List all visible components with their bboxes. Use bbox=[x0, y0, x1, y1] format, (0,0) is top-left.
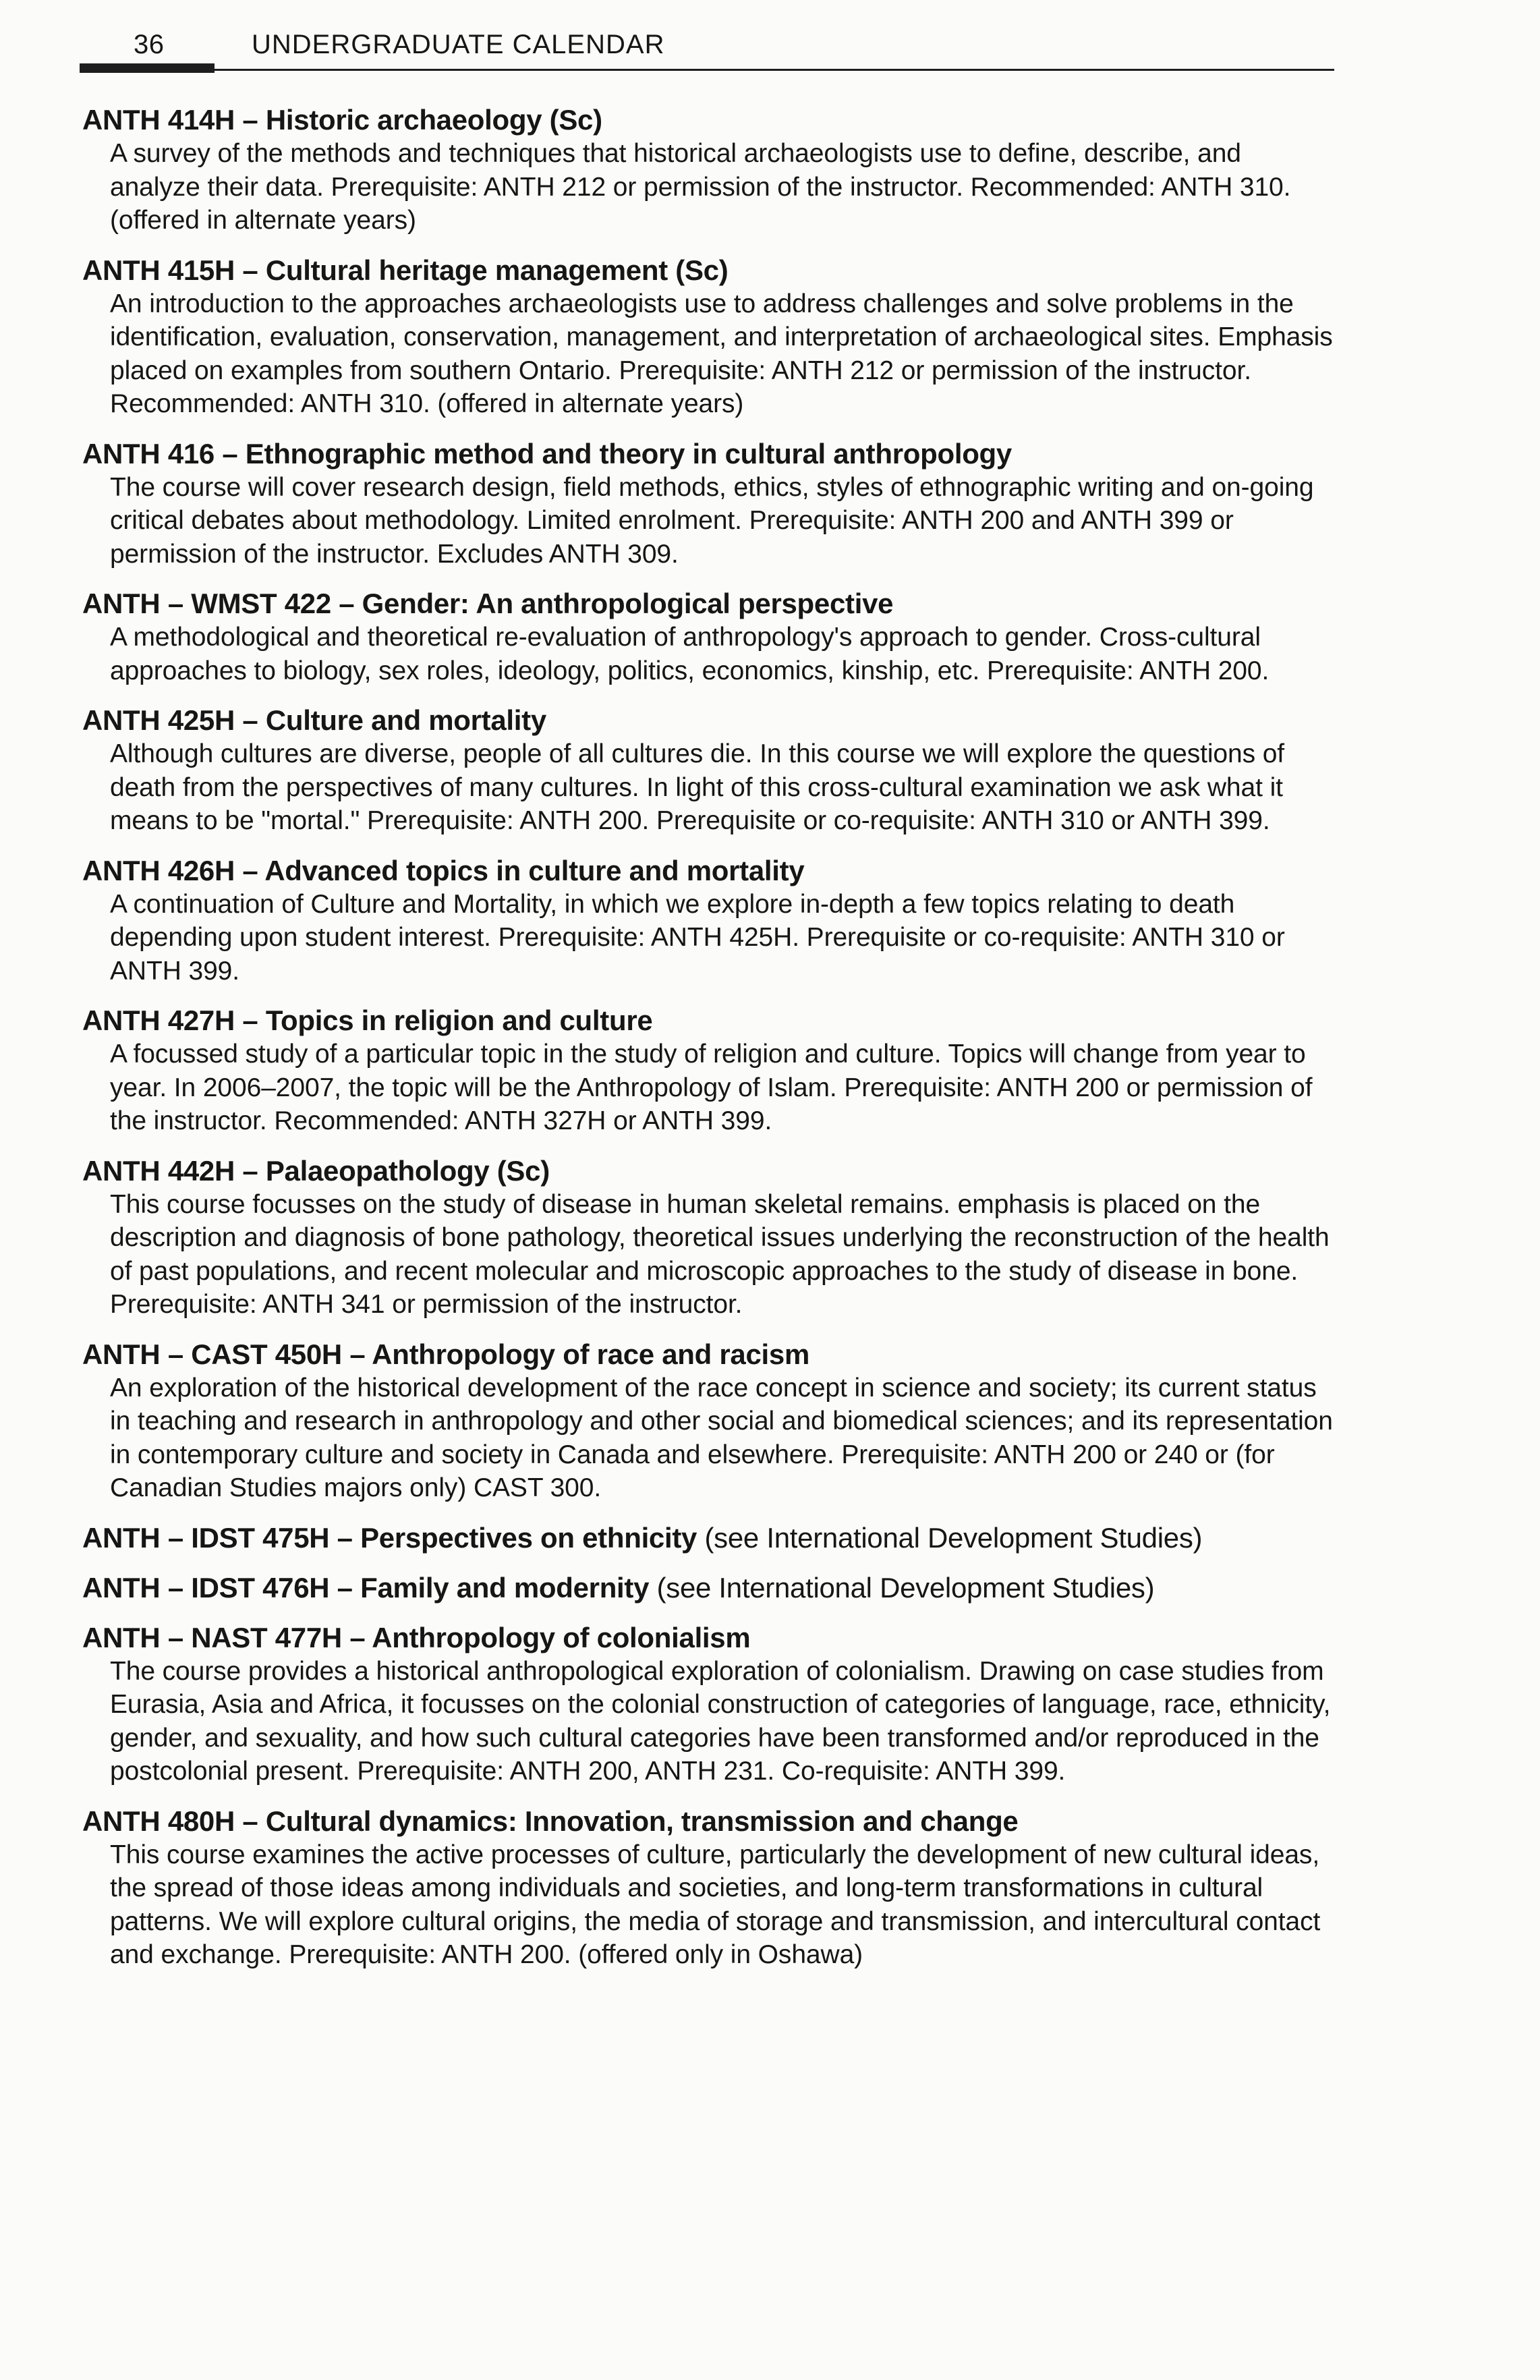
course-title: ANTH – CAST 450H – Anthropology of race and racism bbox=[82, 1338, 810, 1370]
course-title: ANTH 480H – Cultural dynamics: Innovation, transmission and change bbox=[82, 1805, 1019, 1837]
course-entry bbox=[82, 437, 1337, 571]
course-description: This course examines the active processes of culture, particularly the development of new cultural ideas, the spread of those ideas among individuals and societies, and long-term transformations in cultural patterns. We will explore cultural origins, the media of storage and transmission, and intercultural contact and exchange. Prerequisite: ANTH 200. (offered only in Oshawa) bbox=[110, 1840, 1321, 1969]
page-number: 36 bbox=[134, 30, 165, 59]
course-list bbox=[82, 103, 1337, 1988]
course-description: The course provides a historical anthropological exploration of colonialism. Drawing on case studies from Eurasia, Asia and Africa, it focusses on the colonial construction of categories of language, race, ethnicity, gender, and sexuality, and how such cultural categories have been transformed and/or reproduced in the postcolonial present. Prerequisite: ANTH 200, ANTH 231. Co-requisite: ANTH 399. bbox=[110, 1656, 1331, 1786]
course-title: ANTH – WMST 422 – Gender: An anthropological perspective bbox=[82, 588, 894, 619]
course-title: ANTH 414H – Historic archaeology (Sc) bbox=[82, 104, 602, 136]
course-title: ANTH – IDST 476H – Family and modernity bbox=[82, 1571, 650, 1604]
course-entry bbox=[82, 587, 1337, 687]
course-entry bbox=[82, 704, 1337, 838]
course-description: A focussed study of a particular topic in the study of religion and culture. Topics will change from year to year. In 2006–2007, the topic will be the Anthropology of Islam. Prerequisite: ANTH 200 or permission of the instructor. Recommended: ANTH 327H or ANTH 399. bbox=[110, 1040, 1313, 1135]
course-description: A survey of the methods and techniques that historical archaeologists use to define, describe, and analyze their data. Prerequisite: ANTH 212 or permission of the instructor. Recommended: ANTH 310. (offered in alternate years) bbox=[110, 139, 1291, 235]
course-title-line bbox=[82, 1571, 1337, 1605]
course-entry bbox=[82, 103, 1337, 237]
course-description: An introduction to the approaches archaeologists use to address challenges and solve problems in the identification, evaluation, conservation, management, and interpretation of archaeological sites. Emphasis placed on examples from southern Ontario. Prerequisite: ANTH 212 or permission of the instructor. Recommended: ANTH 310. (offered in alternate years) bbox=[110, 289, 1333, 418]
course-entry bbox=[82, 1805, 1337, 1972]
cross-reference: (see International Development Studies) bbox=[704, 1521, 1203, 1554]
header-rule bbox=[80, 69, 1334, 71]
course-title: ANTH – NAST 477H – Anthropology of colonialism bbox=[82, 1621, 751, 1653]
course-description: This course focusses on the study of disease in human skeletal remains. emphasis is placed on the description and diagnosis of bone pathology, theoretical issues underlying the reconstruction of the health of past populations, and recent molecular and microscopic approaches to the study of disease in bone. Prerequisite: ANTH 341 or permission of the instructor. bbox=[110, 1189, 1330, 1319]
course-entry-crossref bbox=[82, 1521, 1337, 1555]
header-rule-tab bbox=[80, 63, 215, 73]
course-entry bbox=[82, 1154, 1337, 1322]
course-title: ANTH 416 – Ethnographic method and theory in cultural anthropology bbox=[82, 437, 1012, 470]
course-title-line bbox=[82, 1521, 1337, 1555]
course-title: ANTH 442H – Palaeopathology (Sc) bbox=[82, 1154, 550, 1187]
course-entry bbox=[82, 1621, 1337, 1788]
course-description: A continuation of Culture and Mortality, in which we explore in-depth a few topics relating to death depending upon student interest. Prerequisite: ANTH 425H. Prerequisite or co-requisite: ANTH 310 or ANTH 399. bbox=[110, 889, 1285, 986]
course-description: Although cultures are diverse, people of all cultures die. In this course we will explore the questions of death from the perspectives of many cultures. In light of this cross-cultural examination we ask what it means to be "mortal." Prerequisite: ANTH 200. Prerequisite or co-requisite: ANTH 310 or ANTH 399. bbox=[110, 739, 1285, 835]
course-entry-crossref bbox=[82, 1571, 1337, 1605]
course-title: ANTH 427H – Topics in religion and culture bbox=[82, 1004, 653, 1036]
course-entry bbox=[82, 854, 1337, 988]
page-header bbox=[80, 27, 1334, 81]
course-entry bbox=[82, 254, 1337, 421]
course-title: ANTH 425H – Culture and mortality bbox=[82, 704, 546, 736]
course-title: ANTH – IDST 475H – Perspectives on ethnicity bbox=[82, 1521, 697, 1554]
course-entry bbox=[82, 1338, 1337, 1505]
cross-reference: (see International Development Studies) bbox=[656, 1571, 1155, 1604]
course-description: The course will cover research design, field methods, ethics, styles of ethnographic writing and on-going critical debates about methodology. Limited enrolment. Prerequisite: ANTH 200 and ANTH 399 or permission of the instructor. Excludes ANTH 309. bbox=[110, 472, 1314, 569]
course-description: A methodological and theoretical re-evaluation of anthropology's approach to gender. Cross-cultural approaches to biology, sex roles, ideology, politics, economics, kinship, etc. Prerequisite: ANTH 200. bbox=[110, 623, 1270, 685]
course-description: An exploration of the historical development of the race concept in science and society; its current status in teaching and research in anthropology and other social and biomedical sciences; and its representation in contemporary culture and society in Canada and elsewhere. Prerequisite: ANTH 200 or 240 or (for Canadian Studies majors only) CAST 300. bbox=[110, 1373, 1333, 1502]
course-title: ANTH 415H – Cultural heritage management (Sc) bbox=[82, 254, 729, 286]
course-title: ANTH 426H – Advanced topics in culture and mortality bbox=[82, 854, 805, 886]
course-entry bbox=[82, 1004, 1337, 1138]
running-title: UNDERGRADUATE CALENDAR bbox=[252, 30, 665, 59]
